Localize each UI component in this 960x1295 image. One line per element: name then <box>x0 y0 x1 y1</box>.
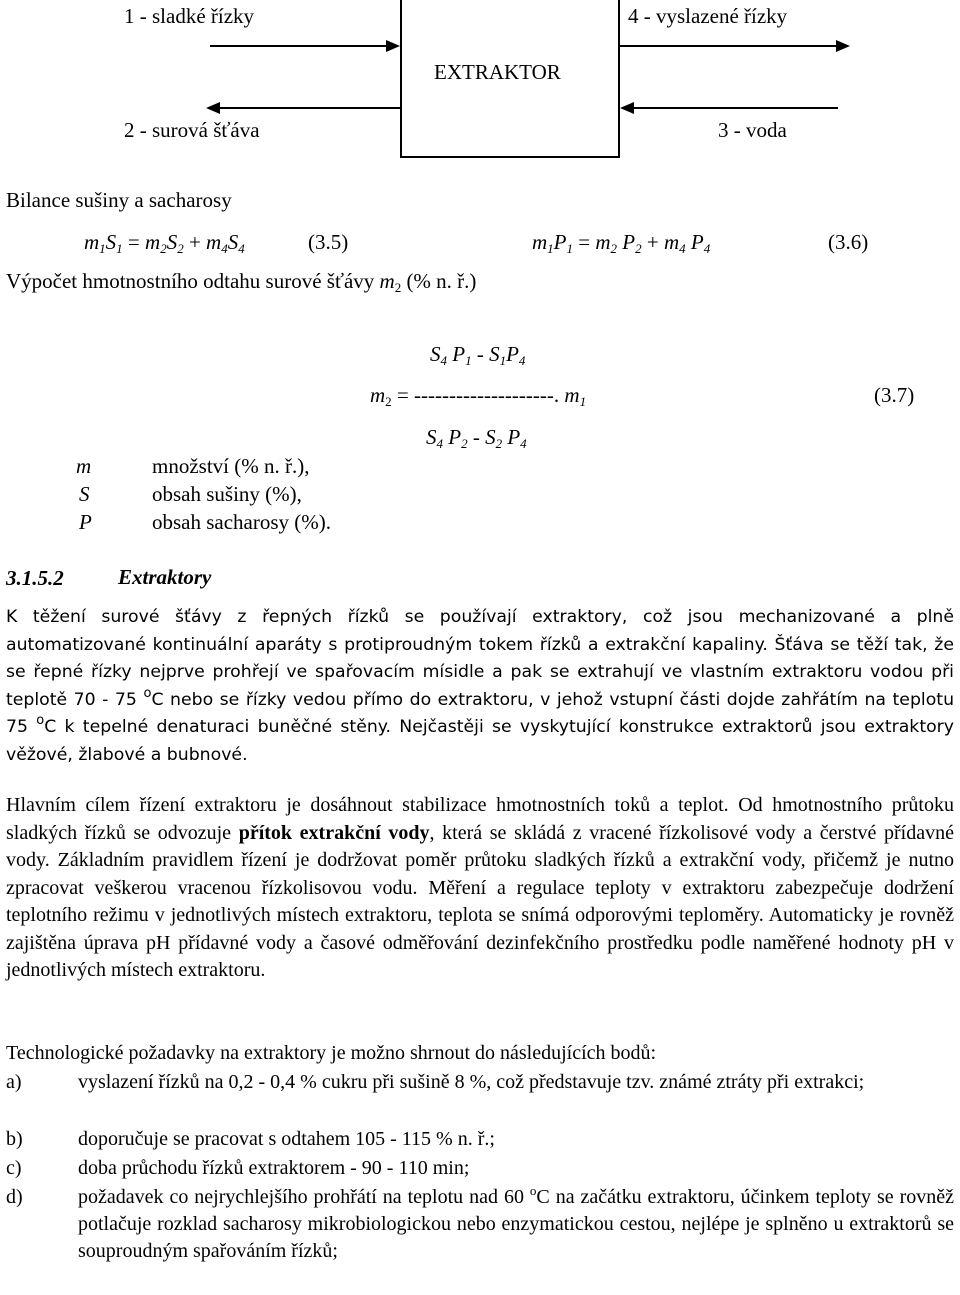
list-item-label: d) <box>6 1186 23 1208</box>
calc-heading-text: Výpočet hmotnostního odtahu surové šťávy <box>6 269 375 293</box>
equation-3-6-number: (3.6) <box>828 230 869 254</box>
legend-description: obsah sušiny (%), <box>152 482 302 506</box>
legend-description: množství (% n. ř.), <box>152 454 310 478</box>
legend-description: obsah sacharosy (%). <box>152 510 332 534</box>
paragraph-requirements-intro: Technologické požadavky na extraktory je možno shrnout do následujících bodů: <box>6 1042 657 1064</box>
list-item-text: doba průchodu řízků extraktorem - 90 - 110 min; <box>78 1157 470 1179</box>
degree-sup: o <box>36 713 45 728</box>
paragraph-text: C nebo se řízky vedou přímo do extraktoru, v jehož vstupní části dojde zahřátím na teplotu 75 <box>6 689 955 737</box>
arrow-out-4-line <box>620 45 838 47</box>
formula-number: (3.7) <box>874 383 915 407</box>
degree-sup: o <box>529 1183 537 1198</box>
list-item-label: b) <box>6 1128 23 1150</box>
section-title: Extraktory <box>118 565 212 589</box>
paragraph-text: , která se skládá z vracené řízkolisové vody a čerstvé přídavné vody. Základním pravidlem řízení je dodržovat poměr průtoku sladkých řízků a extrakční vody, přičemž je nutno zpracovat veškerou vracenou řízkolisovou vodu. Měření a regulace teploty v extraktoru zabezpečuje dodržení teplotního režimu v jednotlivých místech extraktoru, teplota se snímá odporovými teploměry. Automaticky je rovněž zajištěna úprava pH přídavné vody a časové odměřování dezinfekčního prostředku podle naměřené hodnoty pH v jednotlivých místech extraktoru. <box>6 821 954 981</box>
extractor-box-label: EXTRAKTOR <box>434 60 561 84</box>
formula-fraction-bar: -------------------- <box>414 383 554 407</box>
section-number: 3.1.5.2 <box>6 566 64 590</box>
paragraph-text: K těžení surové šťávy z řepných řízků se používají extraktory, což jsou mechanizované a plně automatizované kontinuální aparáty s protiproudným tokem řízků a extrakční kapaliny. Šťáva se těží tak, že se řepné řízky nejprve prohřejí ve spařovacím mísidle a pak se extrahují ve vlastním extraktoru vodou při teplotě 70 - 75 <box>6 607 954 710</box>
list-item-text: vyslazení řízků na 0,2 - 0,4 % cukru při sušině 8 %, což představuje tzv. známé ztráty při extrakci; <box>78 1071 865 1093</box>
equation-3-5-number: (3.5) <box>308 230 349 254</box>
formula-line: $m_2$ = --------------------. $m_1$ <box>370 383 587 409</box>
balance-heading: Bilance sušiny a sacharosy <box>6 188 232 212</box>
paragraph-text: C k tepelné denaturaci buněčné stěny. Nejčastěji se vyskytující konstrukce extraktorů jsou extraktory věžové, žlabové a bubnové. <box>6 717 954 765</box>
list-item-text-part: C na začátku extraktoru, účinkem teploty se rovněž potlačuje rozklad sacharosy mikrobiologickou nebo enzymatickou cestou, nejlépe je splněno u extraktorů se souproudným spařováním řízků; <box>78 1186 955 1262</box>
legend-symbol: P <box>79 510 92 534</box>
calc-heading-unit: (% n. ř.) <box>406 269 477 293</box>
degree-sup: o <box>143 685 152 701</box>
legend-symbol: m <box>76 454 92 478</box>
list-item-text <box>78 1184 954 1265</box>
list-item-label: c) <box>6 1157 22 1179</box>
legend-symbol: S <box>79 482 90 506</box>
label-input-water: 3 - voda <box>718 118 787 142</box>
list-item-label: a) <box>6 1071 22 1093</box>
paragraph-bold-text: přítok extrakční vody <box>238 821 430 844</box>
list-item-text: doporučuje se pracovat s odtahem 105 - 115 % n. ř.; <box>78 1128 495 1150</box>
equation-3-6: $m_1P_1 = m_2$ $P_2 + m_4$ $P_4$ <box>532 230 711 256</box>
label-output-exhausted-cossettes: 4 - vyslazené řízky <box>628 4 788 28</box>
equation-3-5: $m_1S_1 = m_2S_2 + m_4S_4$ <box>84 230 245 256</box>
list-item-text-part: požadavek co nejrychlejšího prohřátí na teplotu nad 60 <box>78 1186 524 1208</box>
calc-heading: Výpočet hmotnostního odtahu surové šťávy $m_2$ (% n. ř.) <box>6 269 477 295</box>
arrow-out-4-head <box>836 40 850 52</box>
arrow-out-2-line <box>218 107 400 109</box>
arrow-in-3-line <box>632 107 838 109</box>
formula-numerator: $S_4$ $P_1 - S_1P_4$ <box>430 342 526 368</box>
paragraph-text: Hlavním cílem řízení extraktoru je dosáhnout stabilizace hmotnostních toků a teplot. Od hmotnostního průtoku sladkých řízků se odvozuje <box>6 794 954 844</box>
label-input-sweet-cossettes: 1 - sladké řízky <box>124 4 255 28</box>
formula-denominator: $S_4$ $P_2 - S_2$ $P_4$ <box>426 425 527 451</box>
paragraph-extractors-intro <box>6 604 954 769</box>
paragraph-control-goals <box>6 792 954 985</box>
arrow-in-1-head <box>386 40 400 52</box>
label-output-raw-juice: 2 - surová šťáva <box>124 118 260 142</box>
arrow-in-1-line <box>210 45 388 47</box>
